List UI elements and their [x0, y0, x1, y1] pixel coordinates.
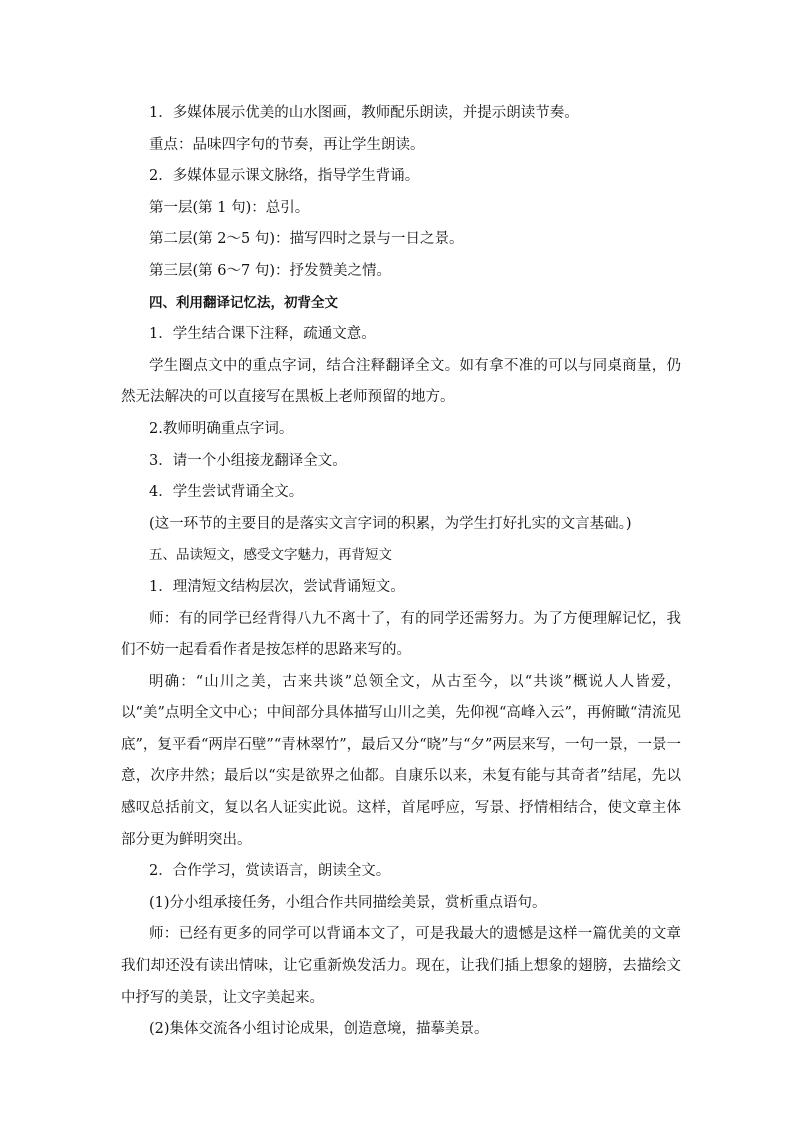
paragraph-key-words: 学生圈点文中的重点字词，结合注释翻译全文。如有拿不准的可以与同桌商量，仍然无法解决的可以直接写在黑板上老师预留的地方。: [121, 357, 681, 406]
paragraph-cooperative-learning: 2．合作学习，赏读语言，朗读全文。: [149, 863, 391, 880]
paragraph-collective-exchange: (2)集体交流各小组讨论成果，创造意境，描摹美景。: [149, 1021, 489, 1038]
document-body: [121, 98, 681, 1046]
paragraph-group-translate: 3．请一个小组接龙翻译全文。: [149, 452, 347, 469]
paragraph-teacher-remark: 师：有的同学已经背得八九不离十了，有的同学还需努力。为了方便理解记忆，我们不妨一起看看作者是按怎样的思路来写的。: [121, 610, 681, 659]
section-heading-five: 五、品读短文，感受文字魅力，再背短文: [149, 547, 392, 564]
paragraph-clarification: 明确：“山川之美，古来共谈”总领全文，从古至今，以“共谈”概说人人皆爱，以“美”点明全文中心；中间部分具体描写山川之美，先仰视“高峰入云”，再俯瞰“清流见底”，复平看“两岸石壁”“青林翠竹”，最后又分“晓”与“夕”两层来写，一句一景，一景一意，次序井然；最后以“实是欲界之仙都。自康乐以来，未复有能与其奇者”结尾，先以感叹总括前文，复以名人证实此说。这样，首尾呼应，写景、抒情相结合，使文章主体部分更为鲜明突出。: [121, 673, 681, 848]
paragraph-recite-attempt: 4．学生尝试背诵全文。: [149, 484, 304, 501]
paragraph-structure: 1．理清短文结构层次，尝试背诵短文。: [149, 578, 405, 595]
paragraph-layer-three: 第三层(第 6～7 句)：抒发赞美之情。: [149, 262, 391, 279]
paragraph-key-point: 重点：品味四字句的节奏，再让学生朗读。: [149, 136, 425, 153]
paragraph-layer-one: 第一层(第 1 句)：总引。: [149, 199, 310, 216]
paragraph-teacher-imagination: 师：已经有更多的同学可以背诵本文了，可是我最大的遗憾是这样一篇优美的文章我们却还没有读出情味，让它重新焕发活力。现在，让我们插上想象的翅膀，去描绘文中抒写的美景，让文字美起来。: [121, 926, 681, 1006]
section-heading-four: 四、利用翻译记忆法，初背全文: [149, 294, 338, 311]
paragraph-purpose-note: (这一环节的主要目的是落实文言字词的积累，为学生打好扎实的文言基础。): [149, 515, 632, 532]
paragraph-multimedia-display: 1．多媒体展示优美的山水图画，教师配乐朗读，并提示朗读节奏。: [149, 105, 579, 121]
paragraph-group-tasks: (1)分小组承接任务，小组合作共同描绘美景，赏析重点语句。: [149, 894, 547, 911]
paragraph-text-outline: 2．多媒体显示课文脉络，指导学生背诵。: [149, 168, 420, 185]
paragraph-annotations: 1．学生结合课下注释，疏通文意。: [149, 326, 376, 343]
paragraph-teacher-clarify: 2.教师明确重点字词。: [149, 420, 294, 437]
paragraph-layer-two: 第二层(第 2～5 句)：描写四时之景与一日之景。: [149, 231, 464, 248]
